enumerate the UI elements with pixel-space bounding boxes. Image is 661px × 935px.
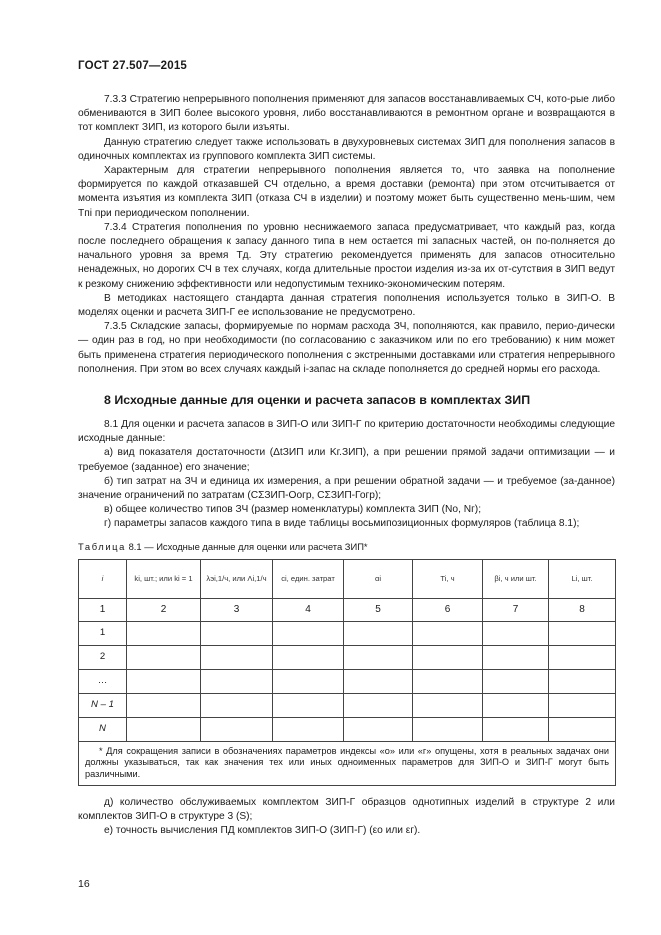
table-header-cell: ci, един. затрат bbox=[273, 559, 344, 598]
row-label: 2 bbox=[79, 645, 127, 669]
list-item: е) точность вычисления ПД комплектов ЗИП-О (ЗИП-Г) (εо или εг). bbox=[104, 825, 421, 837]
paragraph-two-level: Данную стратегию следует также использовать в двухуровневых системах ЗИП для пополнения запасов в одиночных комплектах из группового комплекта ЗИП системы. bbox=[78, 136, 615, 162]
row-label: N bbox=[79, 717, 127, 741]
table-row bbox=[79, 669, 616, 693]
table-row bbox=[79, 693, 616, 717]
row-label: N – 1 bbox=[79, 693, 127, 717]
list-item: а) вид показателя достаточности (ΔtЗИП или Kг.ЗИП), а при решении прямой задачи оптимизации — и требуемое (заданное) его значение; bbox=[78, 447, 615, 473]
column-number: 8 bbox=[549, 598, 616, 621]
list-item: г) параметры запасов каждого типа в виде таблицы восьмипозиционных формуляров (таблица 8.1); bbox=[104, 518, 580, 530]
list-item: в) общее количество типов ЗЧ (размер номенклатуры) комплекта ЗИП (No, Nг); bbox=[104, 504, 482, 516]
column-number: 2 bbox=[127, 598, 201, 621]
paragraph-methods: В методиках настоящего стандарта данная стратегия пополнения используется только в ЗИП-О. В моделях оценки и расчета ЗИП-Г ее использование не предусмотрено. bbox=[78, 292, 615, 319]
table-header-cell: βi, ч или шт. bbox=[483, 559, 549, 598]
continued-list bbox=[78, 796, 615, 839]
table-header-cell: Li, шт. bbox=[549, 559, 616, 598]
table-row bbox=[79, 645, 616, 669]
list-item: д) количество обслуживаемых комплектом ЗИП-Г образцов однотипных изделий в структуре 2 или комплектов ЗИП-О в структуре 3 (S); bbox=[78, 796, 615, 822]
body-text bbox=[78, 93, 615, 838]
column-number: 3 bbox=[201, 598, 273, 621]
table-header-cell: αi bbox=[344, 559, 413, 598]
column-number: 6 bbox=[413, 598, 483, 621]
paragraph-7-3-3: 7.3.3 Стратегию непрерывного пополнения применяют для запасов восстанавливаемых СЧ, кото-рые либо обмениваются в ЗИП более высокого уровня, либо восстанавливаются в ремонтном органе и возвращаются в тот комплект ЗИП, из которого были изъяты. bbox=[78, 94, 615, 134]
table-footnote-row bbox=[79, 741, 616, 785]
column-number: 1 bbox=[79, 598, 127, 621]
table-row bbox=[79, 621, 616, 645]
table-header-cell: Ti, ч bbox=[413, 559, 483, 598]
column-number: 7 bbox=[483, 598, 549, 621]
row-label: 1 bbox=[79, 621, 127, 645]
table-column-number-row bbox=[79, 598, 616, 621]
table-footnote bbox=[79, 741, 616, 785]
table-caption bbox=[78, 540, 615, 554]
section-title: 8 Исходные данные для оценки и расчета запасов в комплектах ЗИП bbox=[104, 393, 531, 408]
paragraph-7-3-4: 7.3.4 Стратегия пополнения по уровню неснижаемого запаса предусматривает, что каждый раз, когда после последнего обращения к запасу данного типа в нем остается mi запасных частей, он по-полняется до начального уровня за время Tд. Эту стратегию рекомендуется применять для запасов относительно ненадежных, но дорогих СЧ в тех случаях, когда длительные простои изделия из-за их от-сутствия в ЗИП ведут к резкому снижению эффективности или недопустимым технико-экономическим потерям. bbox=[78, 221, 615, 290]
table-row bbox=[79, 717, 616, 741]
page-header: ГОСТ 27.507—2015 bbox=[78, 60, 188, 72]
table-header-row bbox=[79, 559, 616, 598]
paragraph-7-3-5: 7.3.5 Складские запасы, формируемые по нормам расхода ЗЧ, пополняются, как правило, перио-дически — один раз в год, но при необходимости (по согласованию с заказчиком или по его требованию) к ним может быть применена стратегия периодического пополнения с экстренными доставками или стратегия непрерывного пополнения. При этом во всех случаях каждый i-запас на складе пополняется до средней нормы его расхода. bbox=[78, 321, 615, 375]
list-item: б) тип затрат на ЗЧ и единица их измерения, а при решении обратной задачи — и требуемое (за-данное) значение ограничений по затратам (CΣЗИП-Oогр, CΣЗИП-Гогр); bbox=[78, 475, 615, 502]
page-number: 16 bbox=[78, 878, 90, 890]
column-number: 4 bbox=[273, 598, 344, 621]
table-caption-prefix: Таблица bbox=[78, 540, 126, 552]
table-footnote-text: * Для сокращения записи в обозначениях параметров индексы «о» или «г» опущены, хотя в реальных задачах они должны указываться, так как значения тех или иных одноименных параметров для ЗИП-О и ЗИП-Г могут быть различными. bbox=[85, 745, 609, 780]
row-label: … bbox=[79, 669, 127, 693]
table-header-cell: ki, шт.; или ki = 1 bbox=[127, 559, 201, 598]
table-header-cell: λэi,1/ч, или Λi,1/ч bbox=[201, 559, 273, 598]
table-header-cell: i bbox=[79, 559, 127, 598]
table-caption-text: 8.1 — Исходные данные для оценки или расчета ЗИП* bbox=[128, 540, 368, 552]
column-number: 5 bbox=[344, 598, 413, 621]
paragraph-characteristic: Характерным для стратегии непрерывного пополнения является то, что заявка на пополнение формируется по каждой отказавшей СЧ отдельно, а время доставки (ремонта) при этом отсчитывается от момента изъятия из комплекта ЗИП (отказа СЧ в изделии) и поэтому может быть существенно мень-шим, чем Tпi при периодическом пополнении. bbox=[78, 165, 615, 219]
requirements-list bbox=[78, 446, 615, 531]
table-8-1 bbox=[78, 559, 616, 786]
section-intro: 8.1 Для оценки и расчета запасов в ЗИП-О или ЗИП-Г по критерию достаточности необходимы следующие исходные данные: bbox=[78, 419, 615, 445]
